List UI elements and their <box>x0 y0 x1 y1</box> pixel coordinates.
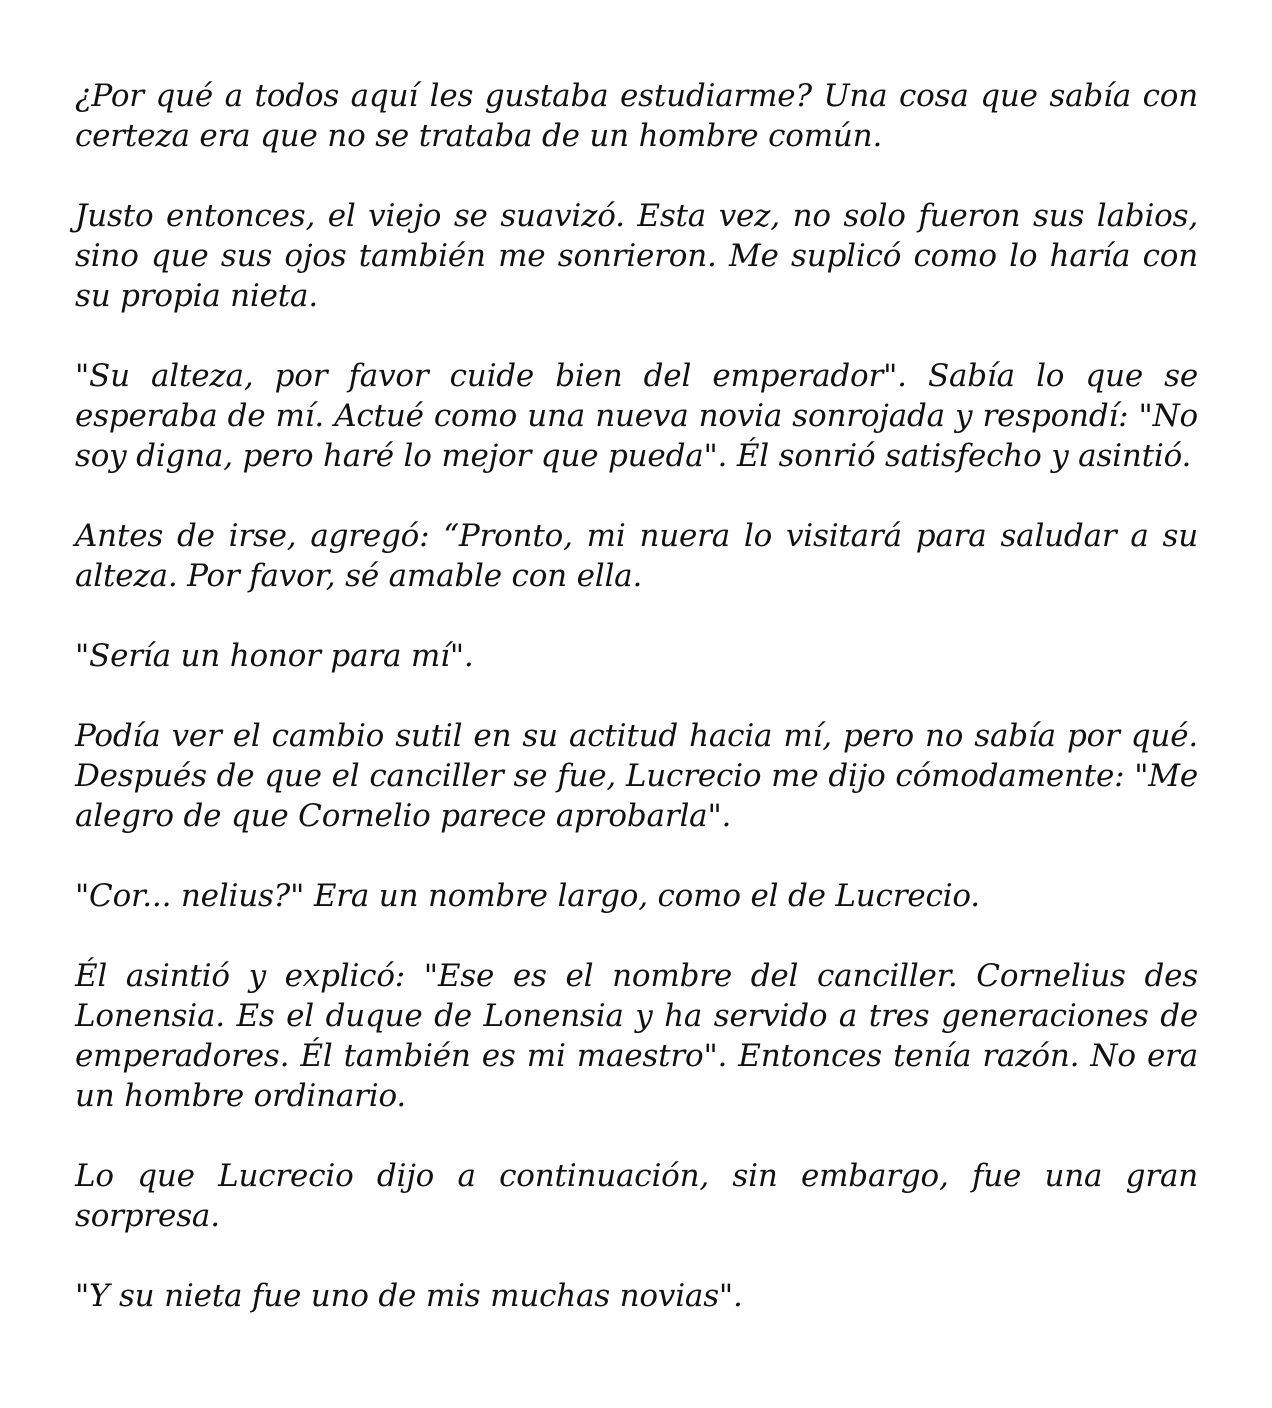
paragraph: Él asintió y explicó: "Ese es el nombre del canciller. Cornelius des Lonensia. Es el duque de Lonensia y ha servido a tres generaciones de emperadores. Él también es mi maestro". Entonces tenía razón. No era un hombre ordinario. <box>75 958 1198 1114</box>
paragraph: "Su alteza, por favor cuide bien del emperador". Sabía lo que se esperaba de mí. Actué como una nueva novia sonrojada y respondí: "No soy digna, pero haré lo mejor que pueda". Él sonrió satisfecho y asintió. <box>75 358 1198 474</box>
paragraph: "Y su nieta fue uno de mis muchas novias". <box>75 1278 743 1314</box>
paragraph: Podía ver el cambio sutil en su actitud hacia mí, pero no sabía por qué. Después de que el canciller se fue, Lucrecio me dijo cómodamente: "Me alegro de que Cornelio parece aprobarla". <box>75 718 1198 834</box>
paragraph: Antes de irse, agregó: “Pronto, mi nuera lo visitará para saludar a su alteza. Por favor, sé amable con ella. <box>75 518 1198 594</box>
document-body <box>75 76 1198 1316</box>
paragraph: Lo que Lucrecio dijo a continuación, sin embargo, fue una gran sorpresa. <box>75 1158 1198 1234</box>
paragraph: ¿Por qué a todos aquí les gustaba estudiarme? Una cosa que sabía con certeza era que no se trataba de un hombre común. <box>75 78 1198 154</box>
paragraph: Justo entonces, el viejo se suavizó. Esta vez, no solo fueron sus labios, sino que sus ojos también me sonrieron. Me suplicó como lo haría con su propia nieta. <box>75 198 1198 314</box>
paragraph: "Sería un honor para mí". <box>75 638 474 674</box>
paragraph: "Cor... nelius?" Era un nombre largo, como el de Lucrecio. <box>75 878 980 914</box>
